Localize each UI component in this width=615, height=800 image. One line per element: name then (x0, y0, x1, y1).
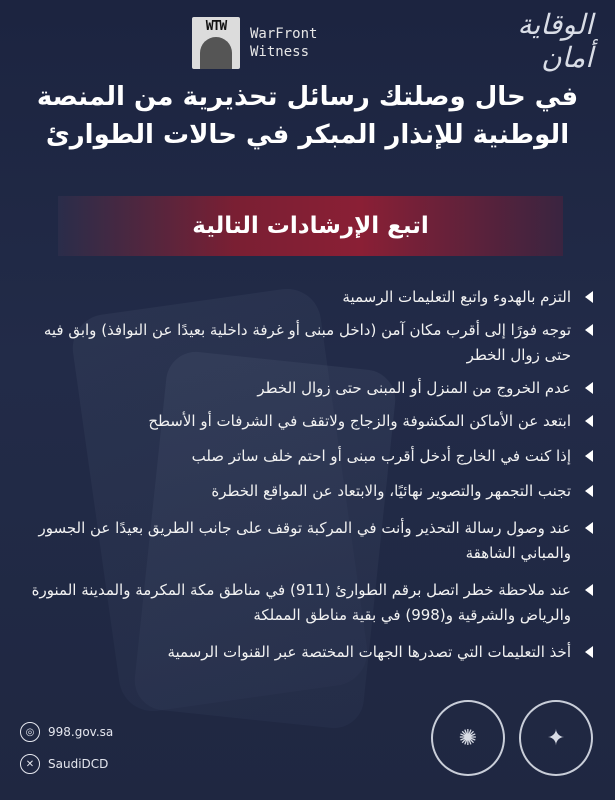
list-item-text: ابتعد عن الأماكن المكشوفة والزجاج ولاتقف في الشرفات أو الأسطح (148, 412, 571, 430)
list-item (30, 516, 593, 566)
footer-links (20, 710, 113, 774)
list-item-text: التزم بالهدوء واتبع التعليمات الرسمية (342, 288, 571, 306)
list-item (30, 285, 593, 310)
website-text[interactable]: 998.gov.sa (48, 725, 114, 739)
list-item-text: توجه فورًا إلى أقرب مكان آمن (داخل مبنى أو غرفة داخلية بعيدًا عن النوافذ) وابق فيه حتى زوال الخطر (43, 321, 571, 364)
civil-defense-emblem-icon: ✺ (431, 700, 505, 776)
list-item (30, 479, 593, 504)
source-name-line1: WarFront (250, 26, 318, 42)
triangle-bullet-icon (585, 485, 593, 497)
list-item (30, 578, 593, 628)
social-link[interactable] (20, 754, 113, 774)
triangle-bullet-icon (585, 382, 593, 394)
triangle-bullet-icon (585, 450, 593, 462)
list-item-text: أخذ التعليمات التي تصدرها الجهات المختصة عبر القنوات الرسمية (167, 643, 571, 661)
globe-icon: ◎ (20, 722, 40, 742)
website-link[interactable] (20, 722, 113, 742)
source-name (250, 25, 317, 61)
triangle-bullet-icon (585, 324, 593, 336)
warfront-logo (192, 17, 240, 69)
saudi-emblem-icon: ✦ (519, 700, 593, 776)
page-title: في حال وصلتك رسائل تحذيرية من المنصة الوطنية للإنذار المبكر في حالات الطوارئ (36, 82, 579, 150)
triangle-bullet-icon (585, 415, 593, 427)
list-item-text: عدم الخروج من المنزل أو المبنى حتى زوال الخطر (257, 379, 571, 397)
list-item-text: إذا كنت في الخارج أدخل أقرب مبنى أو احتم خلف ساتر صلب (191, 447, 571, 465)
source-header (192, 17, 317, 69)
list-item (30, 444, 593, 469)
banner-text: اتبع الإرشادات التالية (192, 213, 429, 239)
list-item-text: عند ملاحظة خطر اتصل برقم الطوارئ (911) في مناطق مكة المكرمة والمدينة المنورة والرياض والشرقية و(998) في بقية مناطق المملكة (31, 581, 571, 624)
social-handle[interactable]: SaudiDCD (48, 757, 109, 771)
triangle-bullet-icon (585, 646, 593, 658)
source-name-line2: Witness (250, 44, 310, 60)
list-item (30, 376, 593, 401)
instructions-list (30, 285, 593, 665)
list-item (30, 640, 593, 665)
x-icon: ✕ (20, 754, 40, 774)
triangle-bullet-icon (585, 584, 593, 596)
calligraphy-logo: الوقاية أمان (517, 8, 593, 74)
list-item (30, 318, 593, 368)
triangle-bullet-icon (585, 291, 593, 303)
list-item (30, 409, 593, 434)
instructions-banner (58, 196, 563, 256)
triangle-bullet-icon (585, 522, 593, 534)
soldier-icon (200, 37, 232, 69)
list-item-text: عند وصول رسالة التحذير وأنت في المركبة توقف على جانب الطريق بعيدًا عن الجسور والمباني الشاهقة (38, 519, 571, 562)
list-item-text: تجنب التجمهر والتصوير نهائيًا، والابتعاد عن المواقع الخطرة (211, 482, 571, 500)
logo-text: WTW (205, 19, 227, 34)
